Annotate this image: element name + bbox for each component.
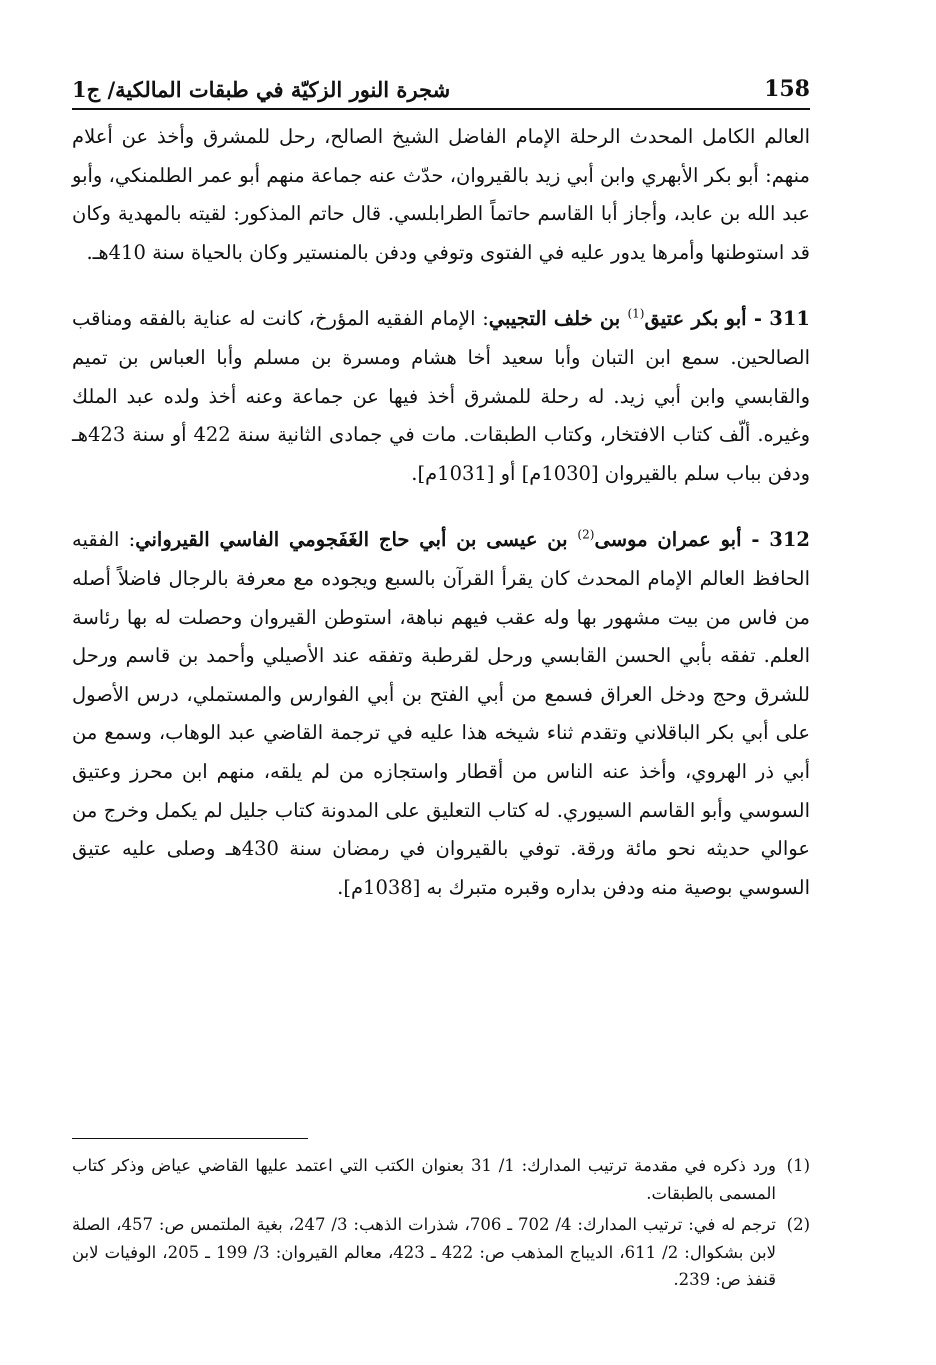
- footnote-2: [72, 1211, 810, 1294]
- footnotes: [72, 1152, 810, 1298]
- page-number: 158: [764, 76, 810, 102]
- footnote-number: (2): [786, 1215, 810, 1234]
- intro-paragraph: العالم الكامل المحدث الرحلة الإمام الفاضل الشيخ الصالح، رحل للمشرق وأخذ عن أعلام منهم: أبو بكر الأبهري وابن أبي زيد بالقيروان، حدّث عنه جماعة منهم أبو عمر الطلمنكي، وأبو عبد الله بن عابد، وأجاز أبا القاسم حاتماً الطرابلسي. قال حاتم المذكور: لقيته بالمهدية وكان قد استوطنها وأمرها يدور عليه في الفتوى وتوفي ودفن بالمنستير وكان بالحياة سنة 410هـ.: [72, 125, 810, 264]
- entry-heading-number-name: 311 - أبو بكر عتيق: [644, 307, 810, 331]
- entry-312: [72, 521, 810, 907]
- footnote-text: ورد ذكره في مقدمة ترتيب المدارك: 1/ 31 بعنوان الكتب التي اعتمد عليها القاضي عياض وذكر كتاب المسمى بالطبقات.: [72, 1156, 776, 1203]
- footnote-divider: [72, 1138, 308, 1139]
- entry-heading: [135, 528, 810, 551]
- footnote-number: (1): [786, 1156, 810, 1175]
- entry-text: : الفقيه الحافظ العالم الإمام المحدث كان يقرأ القرآن بالسبع ويجوده مع معرفة بالرجال فاضلاً أصله من فاس من بيت مشهور بها وله عقب فيهم نباهة، استوطن القيروان وحصلت له بها رئاسة العلم. تفقه بأبي الحسن القابسي ورحل لقرطبة وتفقه عند الأصيلي وأحمد بن قاسم ورحل للشرق وحج ودخل العراق فسمع من أبي الفتح بن أبي الفوارس والمستملي، درس الأصول على أبي بكر الباقلاني وتقدم ثناء شيخه هذا عليه في ترجمة القاضي عبد الوهاب، وسمع من أبي ذر الهروي، وأخذ عنه الناس من أقطار واستجازه من لم يلقه، منهم ابن محرز وعتيق السوسي وأبو القاسم السيوري. له كتاب التعليق على المدونة كتاب جليل لم يكمل وخرج من عوالي حديثه نحو مائة ورقة. توفي بالقيروان في رمضان سنة 430هـ وصلى عليه عتيق السوسي بوصية منه ودفن بداره وقبره متبرك به [1038م].: [72, 528, 810, 899]
- entry-heading: [489, 307, 810, 330]
- footnote-1: [72, 1152, 810, 1207]
- entry-text: : الإمام الفقيه المؤرخ، كانت له عناية بالفقه ومناقب الصالحين. سمع ابن التبان وأبا سعيد أخا هشام ومسرة بن مسلم وأبا العباس بن تميم والقابسي وابن أبي زيد. له رحلة للمشرق أخذ فيها عن جماعة وعنه أخذ ولده عبد الملك وغيره. ألّف كتاب الافتخار، وكتاب الطبقات. مات في جمادى الثانية سنة 422 أو سنة 423هـ ودفن بباب سلم بالقيروان [1030م] أو [1031م].: [72, 307, 810, 485]
- entry-311: [72, 300, 810, 493]
- main-text: [72, 118, 810, 907]
- entry-heading-lineage: بن خلف التجيبي: [488, 307, 628, 331]
- page-header: [72, 56, 810, 110]
- footnote-ref: (1): [627, 306, 645, 321]
- entry-heading-lineage: بن عيسى بن أبي حاج الغَفَجومي الفاسي القيرواني: [135, 528, 578, 552]
- footnote-text: ترجم له في: ترتيب المدارك: 4/ 702 ـ 706، شذرات الذهب: 3/ 247، بغية الملتمس ص: 457، الصلة لابن بشكوال: 2/ 611، الديباج المذهب ص: 422 ـ 423، معالم القيروان: 3/ 199 ـ 205، الوفيات لابن قنفذ ص: 239.: [72, 1215, 777, 1289]
- running-title: شجرة النور الزكيّة في طبقات المالكية/ ج1: [72, 77, 451, 102]
- footnote-ref: (2): [577, 527, 595, 542]
- entry-heading-number-name: 312 - أبو عمران موسى: [594, 528, 811, 552]
